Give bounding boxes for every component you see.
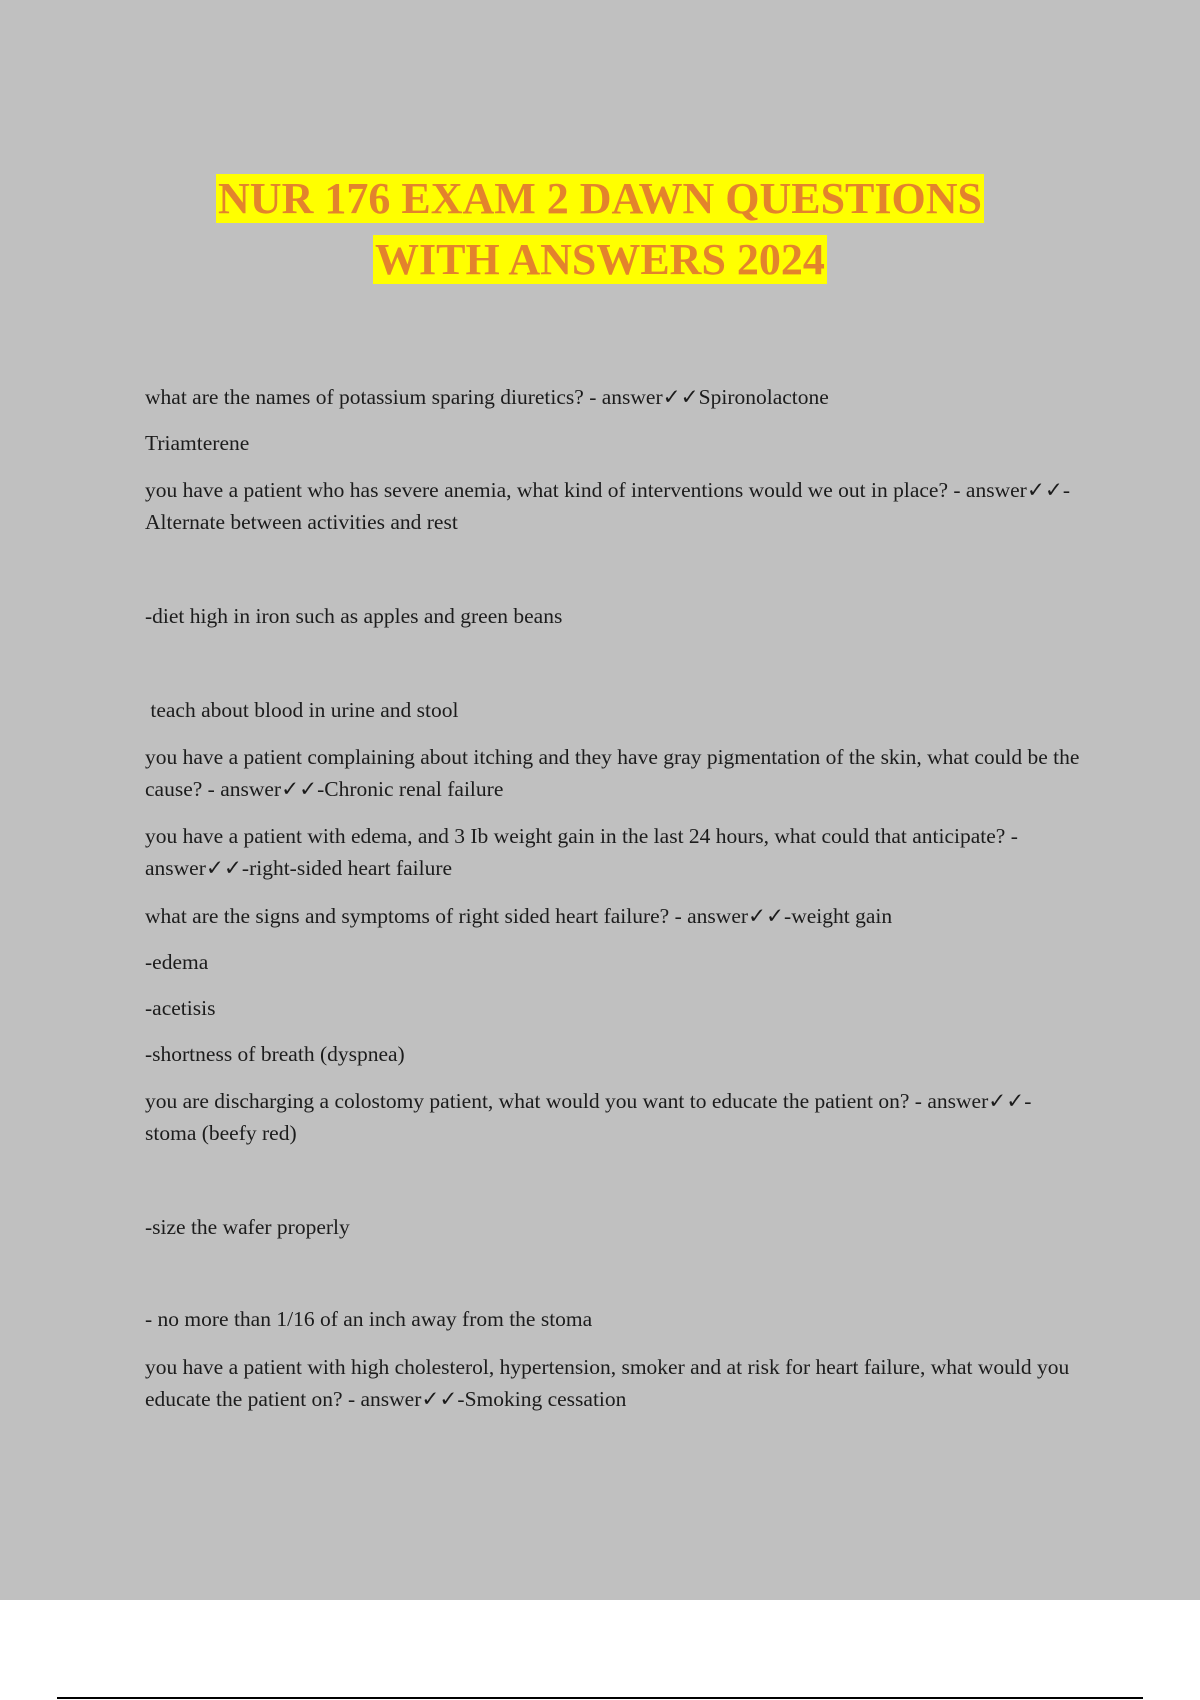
question-potassium-sparing: what are the names of potassium sparing diuretics? - answer✓✓Spironolactone <box>145 385 829 409</box>
answer-continuation-stoma-distance: - no more than 1/16 of an inch away from the stoma <box>145 1307 593 1331</box>
question-right-heart-failure-signs: what are the signs and symptoms of right sided heart failure? - answer✓✓-weight gain <box>145 904 893 928</box>
document-title <box>0 168 1200 290</box>
question-colostomy-discharge: you are discharging a colostomy patient, what would you want to educate the patient on? - answer✓✓-stoma (beefy red) <box>145 1089 1032 1145</box>
answer-continuation-blood-urine: teach about blood in urine and stool <box>145 698 459 722</box>
answer-continuation-dyspnea: -shortness of breath (dyspnea) <box>145 1042 405 1066</box>
question-cholesterol-hypertension: you have a patient with high cholesterol, hypertension, smoker and at risk for heart failure, what would you educate the patient on? - answer✓✓-Smoking cessation <box>145 1355 1075 1411</box>
question-severe-anemia: you have a patient who has severe anemia, what kind of interventions would we out in place? - answer✓✓-Alternate between activities and rest <box>145 478 1071 534</box>
answer-continuation-acetisis: -acetisis <box>145 996 216 1020</box>
bottom-divider <box>57 1697 1143 1699</box>
answer-continuation-wafer: -size the wafer properly <box>145 1215 350 1239</box>
title-line-2-text: WITH ANSWERS 2024 <box>375 235 825 284</box>
question-itching-gray-skin: you have a patient complaining about itching and they have gray pigmentation of the skin, what could be the cause? - answer✓✓-Chronic renal failure <box>145 745 1085 801</box>
answer-continuation-edema: -edema <box>145 950 209 974</box>
title-line-2 <box>0 229 1200 290</box>
title-line-1-text: NUR 176 EXAM 2 DAWN QUESTIONS <box>218 174 982 223</box>
question-edema-weight-gain: you have a patient with edema, and 3 Ib weight gain in the last 24 hours, what could that anticipate? - answer✓✓-right-sided heart failure <box>145 824 1024 880</box>
answer-continuation-triamterene: Triamterene <box>145 431 250 455</box>
document-body <box>145 381 1085 1415</box>
answer-continuation-diet-iron: -diet high in iron such as apples and green beans <box>145 604 563 628</box>
title-line-1 <box>0 168 1200 229</box>
